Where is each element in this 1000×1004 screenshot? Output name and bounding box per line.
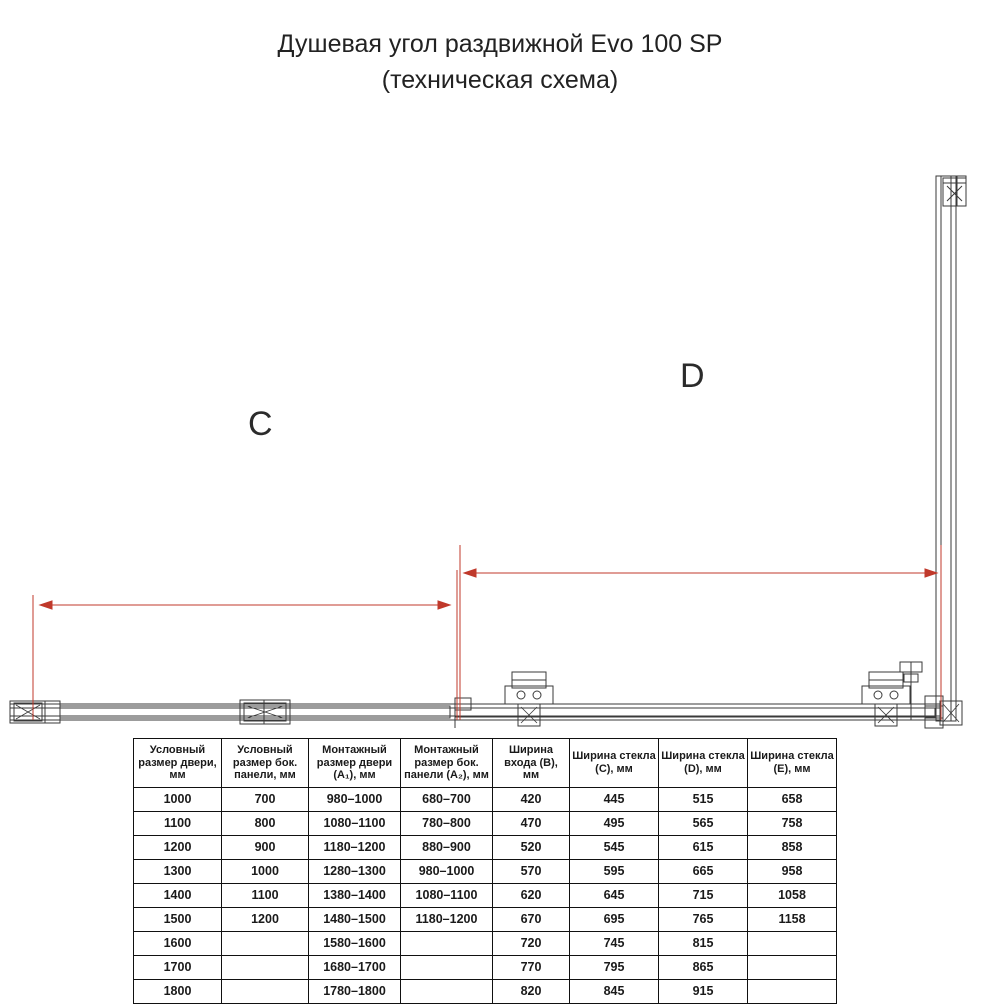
cell-door-install: 1780–1800 bbox=[309, 979, 401, 1003]
cell-door-install: 1180–1200 bbox=[309, 835, 401, 859]
cell-glass-c: 795 bbox=[570, 955, 659, 979]
cell-door-nominal: 1200 bbox=[134, 835, 222, 859]
table-row bbox=[134, 835, 837, 859]
cell-door-nominal: 1600 bbox=[134, 931, 222, 955]
cell-glass-d: 815 bbox=[659, 931, 748, 955]
cell-door-nominal: 1400 bbox=[134, 883, 222, 907]
cell-door-nominal: 1100 bbox=[134, 811, 222, 835]
cell-glass-e: 1158 bbox=[748, 907, 837, 931]
cell-panel-install: 1180–1200 bbox=[401, 907, 493, 931]
cell-glass-c: 595 bbox=[570, 859, 659, 883]
cell-glass-e bbox=[748, 931, 837, 955]
cell-panel-nominal: 700 bbox=[222, 787, 309, 811]
cell-glass-e: 958 bbox=[748, 859, 837, 883]
column-header-glass-e: Ширина стекла (E), мм bbox=[748, 739, 837, 788]
cell-panel-install bbox=[401, 979, 493, 1003]
cell-entry-width: 670 bbox=[493, 907, 570, 931]
cell-panel-install: 780–800 bbox=[401, 811, 493, 835]
cell-panel-nominal: 1200 bbox=[222, 907, 309, 931]
table-row bbox=[134, 859, 837, 883]
cell-panel-nominal: 900 bbox=[222, 835, 309, 859]
cell-glass-d: 565 bbox=[659, 811, 748, 835]
cell-glass-c: 745 bbox=[570, 931, 659, 955]
column-header-door-nominal: Условный размер двери, мм bbox=[134, 739, 222, 788]
dimension-label-c: C bbox=[248, 405, 273, 443]
column-header-glass-c: Ширина стекла (C), мм bbox=[570, 739, 659, 788]
cell-glass-e: 858 bbox=[748, 835, 837, 859]
cell-glass-c: 495 bbox=[570, 811, 659, 835]
column-header-glass-d: Ширина стекла (D), мм bbox=[659, 739, 748, 788]
table-row bbox=[134, 979, 837, 1003]
title-line-1: Душевая угол раздвижной Evo 100 SP bbox=[277, 30, 723, 58]
cell-door-install: 1480–1500 bbox=[309, 907, 401, 931]
cell-entry-width: 820 bbox=[493, 979, 570, 1003]
table-row bbox=[134, 811, 837, 835]
page-title bbox=[0, 26, 1000, 98]
cell-door-install: 1280–1300 bbox=[309, 859, 401, 883]
cell-glass-e: 758 bbox=[748, 811, 837, 835]
cell-panel-install: 680–700 bbox=[401, 787, 493, 811]
cell-glass-d: 715 bbox=[659, 883, 748, 907]
cell-glass-c: 695 bbox=[570, 907, 659, 931]
cell-glass-c: 545 bbox=[570, 835, 659, 859]
cell-glass-c: 445 bbox=[570, 787, 659, 811]
table-header-row bbox=[134, 739, 837, 788]
title-line-2: (техническая схема) bbox=[381, 66, 619, 94]
cell-door-nominal: 1500 bbox=[134, 907, 222, 931]
cell-glass-e: 1058 bbox=[748, 883, 837, 907]
roller-carriage-left bbox=[505, 672, 553, 726]
cell-entry-width: 420 bbox=[493, 787, 570, 811]
column-header-panel-install: Монтажный размер бок. панели (A₂), мм bbox=[401, 739, 493, 788]
drawing-svg bbox=[0, 150, 1000, 740]
cell-glass-d: 665 bbox=[659, 859, 748, 883]
cell-glass-e: 658 bbox=[748, 787, 837, 811]
cell-panel-nominal: 1000 bbox=[222, 859, 309, 883]
column-header-panel-nominal: Условный размер бок. панели, мм bbox=[222, 739, 309, 788]
cell-glass-e bbox=[748, 955, 837, 979]
cell-door-install: 1580–1600 bbox=[309, 931, 401, 955]
cell-door-install: 1680–1700 bbox=[309, 955, 401, 979]
cell-panel-install: 880–900 bbox=[401, 835, 493, 859]
dimension-line-d bbox=[460, 545, 941, 720]
right-end-bracket bbox=[900, 662, 962, 728]
cell-door-nominal: 1300 bbox=[134, 859, 222, 883]
technical-drawing bbox=[0, 150, 1000, 740]
table-row bbox=[134, 883, 837, 907]
cell-entry-width: 770 bbox=[493, 955, 570, 979]
cell-panel-nominal bbox=[222, 955, 309, 979]
cell-glass-e bbox=[748, 979, 837, 1003]
table-row bbox=[134, 931, 837, 955]
cell-entry-width: 470 bbox=[493, 811, 570, 835]
cell-panel-nominal: 1100 bbox=[222, 883, 309, 907]
dimension-line-c bbox=[33, 570, 457, 720]
table-row bbox=[134, 955, 837, 979]
cell-door-nominal: 1700 bbox=[134, 955, 222, 979]
cell-panel-install bbox=[401, 931, 493, 955]
cell-entry-width: 620 bbox=[493, 883, 570, 907]
column-header-entry-width: Ширина входа (B), мм bbox=[493, 739, 570, 788]
cell-panel-install bbox=[401, 955, 493, 979]
cell-door-nominal: 1000 bbox=[134, 787, 222, 811]
cell-panel-install: 1080–1100 bbox=[401, 883, 493, 907]
cell-panel-install: 980–1000 bbox=[401, 859, 493, 883]
cell-panel-nominal bbox=[222, 979, 309, 1003]
cell-door-install: 1380–1400 bbox=[309, 883, 401, 907]
table-row bbox=[134, 907, 837, 931]
cell-glass-d: 865 bbox=[659, 955, 748, 979]
cell-door-install: 980–1000 bbox=[309, 787, 401, 811]
cell-glass-d: 615 bbox=[659, 835, 748, 859]
cell-entry-width: 570 bbox=[493, 859, 570, 883]
column-header-door-install: Монтажный размер двери (A₁), мм bbox=[309, 739, 401, 788]
cell-glass-c: 645 bbox=[570, 883, 659, 907]
cell-glass-d: 765 bbox=[659, 907, 748, 931]
dimension-label-d: D bbox=[680, 357, 705, 395]
cell-entry-width: 520 bbox=[493, 835, 570, 859]
table-row bbox=[134, 787, 837, 811]
cell-panel-nominal: 800 bbox=[222, 811, 309, 835]
cell-door-install: 1080–1100 bbox=[309, 811, 401, 835]
cell-entry-width: 720 bbox=[493, 931, 570, 955]
cell-glass-d: 515 bbox=[659, 787, 748, 811]
cell-panel-nominal bbox=[222, 931, 309, 955]
cell-glass-d: 915 bbox=[659, 979, 748, 1003]
cell-glass-c: 845 bbox=[570, 979, 659, 1003]
cell-door-nominal: 1800 bbox=[134, 979, 222, 1003]
specifications-table bbox=[133, 738, 837, 1004]
roller-carriage-right bbox=[862, 672, 910, 726]
